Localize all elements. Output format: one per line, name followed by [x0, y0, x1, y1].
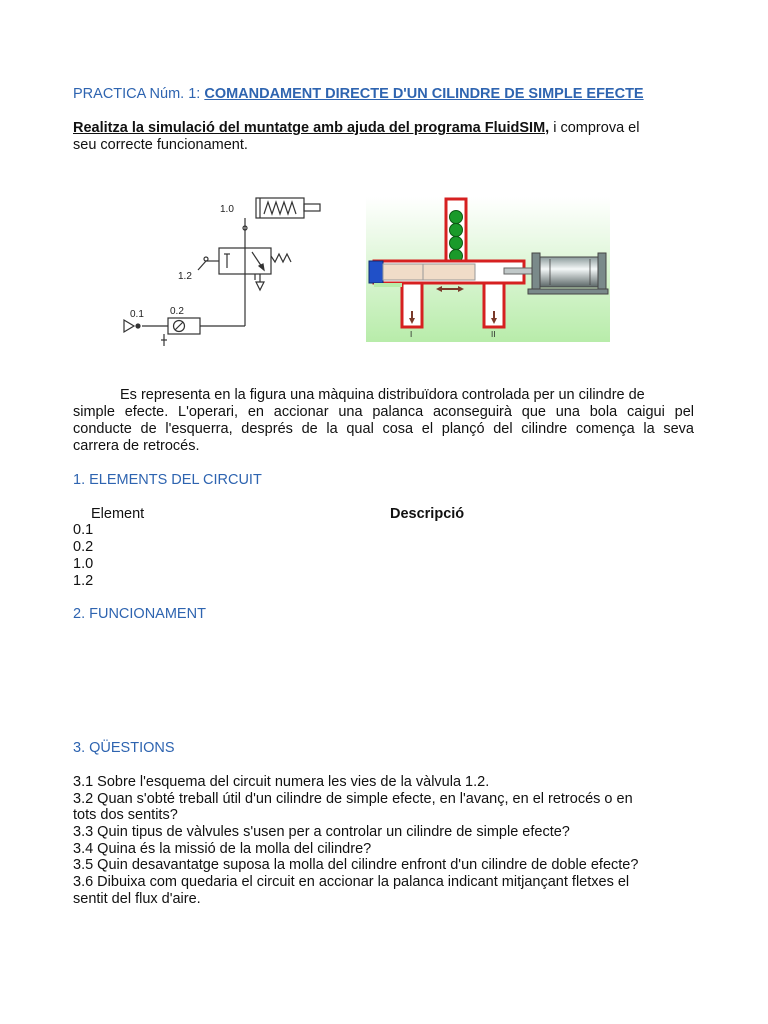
air-source [124, 320, 134, 332]
section-2-heading: 2. FUNCIONAMENT [73, 606, 206, 622]
label-cylinder: 1.0 [220, 204, 234, 215]
cylinder-rod [304, 204, 320, 211]
label-valve: 1.2 [178, 271, 192, 282]
element-row: 1.2 [73, 573, 94, 589]
exhaust-triangle [256, 282, 264, 290]
practice-title-link[interactable]: COMANDAMENT DIRECTE D'UN CILINDRE DE SIMPLE EFECTE [204, 86, 644, 102]
element-row: 0.2 [73, 539, 94, 555]
pneumatic-cylinder [538, 257, 602, 287]
practice-number: PRACTICA Núm. 1: [73, 86, 205, 102]
paragraph-line-1: Es representa en la figura una màquina distribuïdora controlada per un cilindre de [120, 387, 645, 403]
question-3-1: 3.1 Sobre l'esquema del circuit numera les vies de la vàlvula 1.2. [73, 774, 490, 790]
element-row: 0.1 [73, 522, 94, 538]
label-source: 0.1 [130, 309, 144, 320]
intro-instruction-rest: i comprova el [549, 120, 640, 136]
section-3-heading: 3. QÜESTIONS [73, 740, 175, 756]
question-3-6-cont: sentit del flux d'aire. [73, 891, 201, 907]
question-3-4: 3.4 Quina és la missió de la molla del cilindre? [73, 841, 372, 857]
intro-line-2: seu correcte funcionament. [73, 137, 248, 153]
column-description-header: Descripció [390, 506, 465, 522]
slide-block [383, 264, 423, 280]
intro-line-1 [73, 120, 639, 137]
paragraph-line-4: carrera de retrocés. [73, 438, 200, 454]
paragraph-line-3: conducte de l'esquerra, després de la qual cosa el plançó del cilindre comença la seva [73, 421, 694, 437]
question-3-5: 3.5 Quin desavantatge suposa la molla del cilindre enfront d'un cilindre de doble efecte? [73, 857, 639, 873]
question-3-6: 3.6 Dibuixa com quedaria el circuit en accionar la palanca indicant mitjançant fletxes el [73, 874, 630, 890]
practice-title [73, 86, 644, 103]
piston-head [369, 261, 383, 283]
pneumatic-schematic [118, 190, 328, 350]
element-row: 1.0 [73, 556, 94, 572]
question-3-2-cont: tots dos sentits? [73, 807, 178, 823]
distributor-machine-illustration [366, 197, 610, 342]
cylinder-spring [264, 202, 296, 214]
question-3-3: 3.3 Quin tipus de vàlvules s'usen per a controlar un cilindre de simple efecte? [73, 824, 570, 840]
outlet-left-label: I [410, 330, 413, 339]
valve-spring [271, 254, 291, 262]
label-unit: 0.2 [170, 306, 184, 317]
column-element-header: Element [91, 506, 145, 522]
outlet-right-label: II [491, 330, 496, 339]
section-1-heading: 1. ELEMENTS DEL CIRCUIT [73, 472, 262, 488]
paragraph-line-2: simple efecte. L'operari, en accionar una palanca aconseguirà que una bola caigui pel [73, 404, 694, 420]
question-3-2: 3.2 Quan s'obté treball útil d'un cilindre de simple efecte, en l'avanç, en el retrocés o en [73, 791, 633, 807]
intro-instruction-bold: Realitza la simulació del muntatge amb ajuda del programa FluidSIM, [73, 120, 550, 136]
